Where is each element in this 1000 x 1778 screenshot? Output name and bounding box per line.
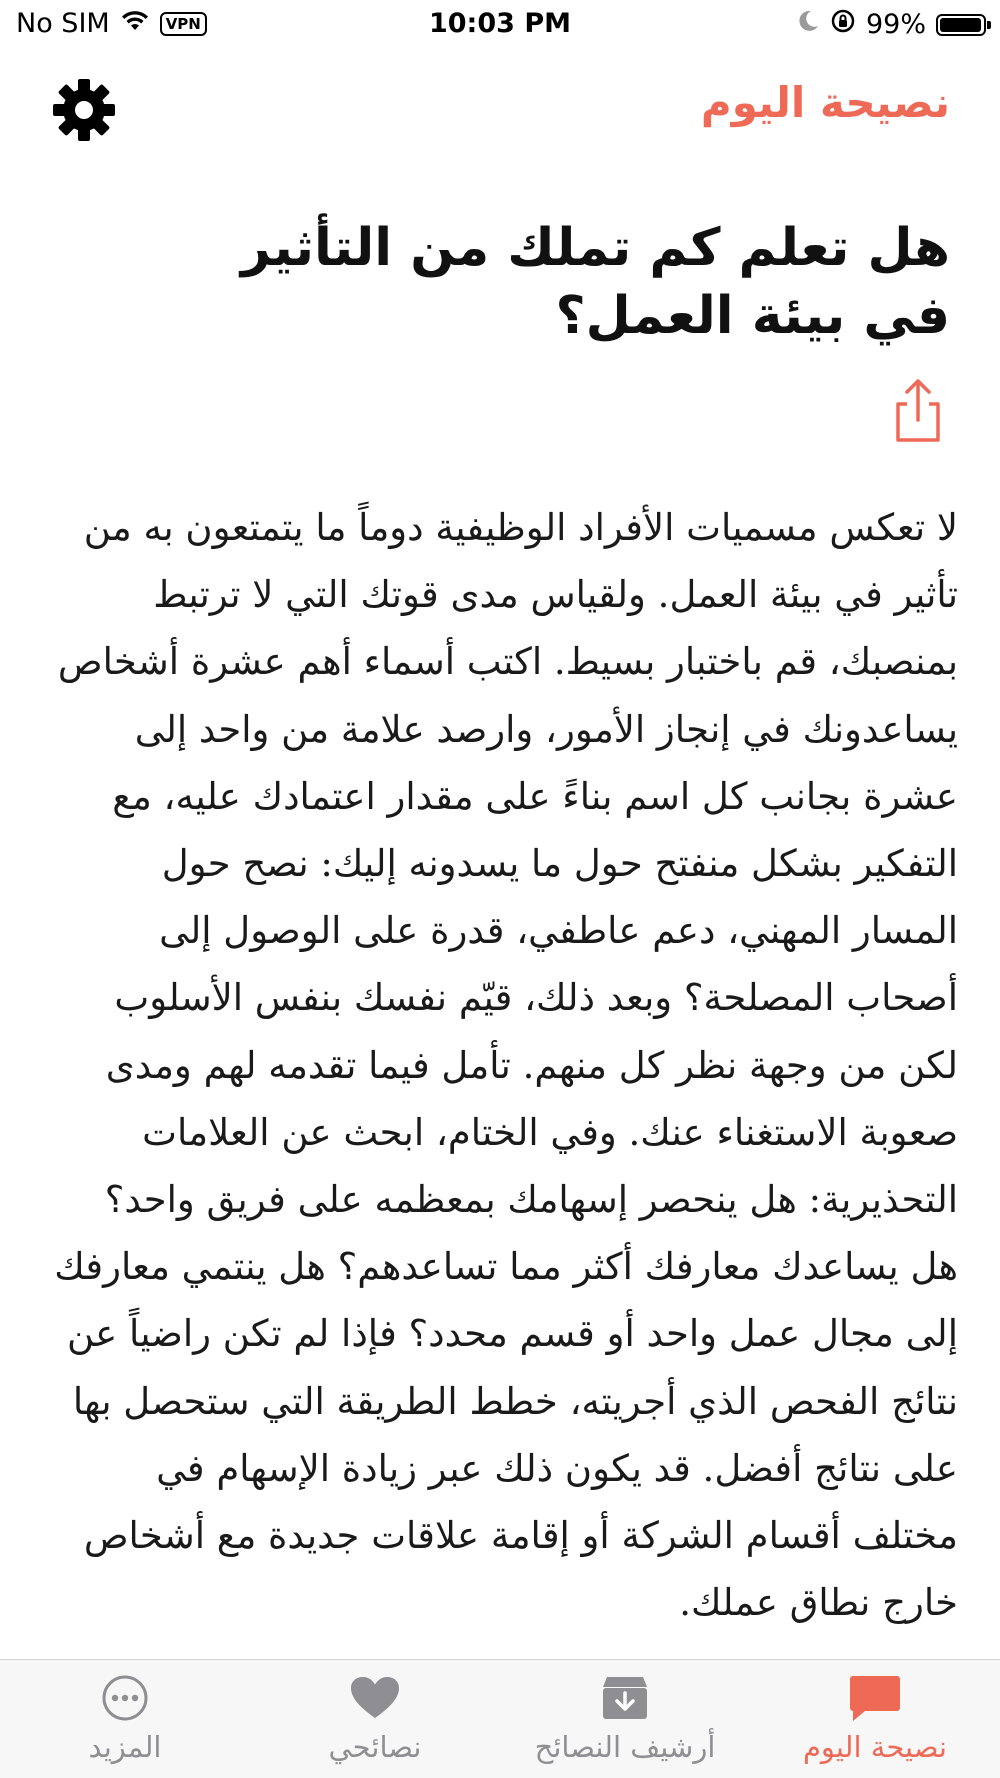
orientation-lock-icon	[830, 8, 856, 41]
status-time: 10:03 PM	[428, 8, 571, 39]
battery-icon	[936, 14, 986, 36]
tab-my-tips-label: نصائحي	[328, 1730, 422, 1764]
tip-title: هل تعلم كم تملك من التأثير في بيئة العمل؟	[240, 218, 950, 346]
tab-more-label: المزيد	[88, 1730, 162, 1764]
tip-body: لا تعكس مسميات الأفراد الوظيفية دوماً ما يتمتعون به من تأثير في بيئة العمل. ولقياس مدى قوتك التي لا ترتبط بمنصبك، قم باختبار بسيط. اكتب أسماء أهم عشرة أشخاص يساعدونك في إنجاز الأمور، وارصد علامة من واحد إلى عشرة بجانب كل اسم بناءً على مقدار اعتمادك عليه، مع التفكير بشكل منفتح حول ما يسدونه إليك: نصح حول المسار المهني، دعم عاطفي، قدرة على الوصول إلى أصحاب المصلحة؟ وبعد ذلك، قيّم نفسك بنفس الأسلوب لكن من وجهة نظر كل منهم. تأمل فيما تقدمه لهم ومدى صعوبة الاستغناء عنك. وفي الختام، ابحث عن العلامات التحذيرية: هل ينحصر إسهامك بمعظمه على فريق واحد؟ هل يساعدك معارفك أكثر مما تساعدهم؟ هل ينتمي معارفك إلى مجال عمل واحد أو قسم محدد؟ فإذا لم تكن راضياً عن نتائج الفحص الذي أجريته، خطط الطريقة التي ستحصل بها على نتائج أفضل. قد يكون ذلك عبر زيادة الإسهام في مختلف أقسام الشركة أو إقامة علاقات جديدة مع أشخاص خارج نطاق عملك.	[54, 506, 958, 1625]
tab-tip-of-day-label: نصيحة اليوم	[802, 1730, 948, 1764]
battery-percent: 99%	[865, 9, 926, 40]
heart-icon	[348, 1672, 402, 1724]
more-icon	[98, 1672, 152, 1724]
chat-bubble-icon	[848, 1672, 902, 1724]
share-button[interactable]	[888, 378, 948, 444]
tab-more[interactable]	[0, 1660, 250, 1778]
battery-fill	[940, 18, 981, 32]
tab-my-tips[interactable]	[250, 1660, 500, 1778]
tab-bar	[0, 1659, 1000, 1778]
status-bar	[0, 0, 1000, 50]
share-icon	[888, 378, 948, 444]
carrier-label: No SIM	[16, 8, 110, 39]
tab-tip-of-day[interactable]	[750, 1660, 1000, 1778]
archive-box-icon	[598, 1672, 652, 1724]
tab-tips-archive[interactable]	[500, 1660, 750, 1778]
gear-icon	[53, 79, 115, 141]
tab-tips-archive-label: أرشيف النصائح	[534, 1730, 716, 1764]
page-title: نصيحة اليوم	[700, 78, 950, 127]
status-right	[796, 8, 986, 41]
moon-icon	[796, 9, 820, 40]
vpn-badge: VPN	[160, 12, 207, 36]
settings-button[interactable]	[50, 76, 118, 144]
